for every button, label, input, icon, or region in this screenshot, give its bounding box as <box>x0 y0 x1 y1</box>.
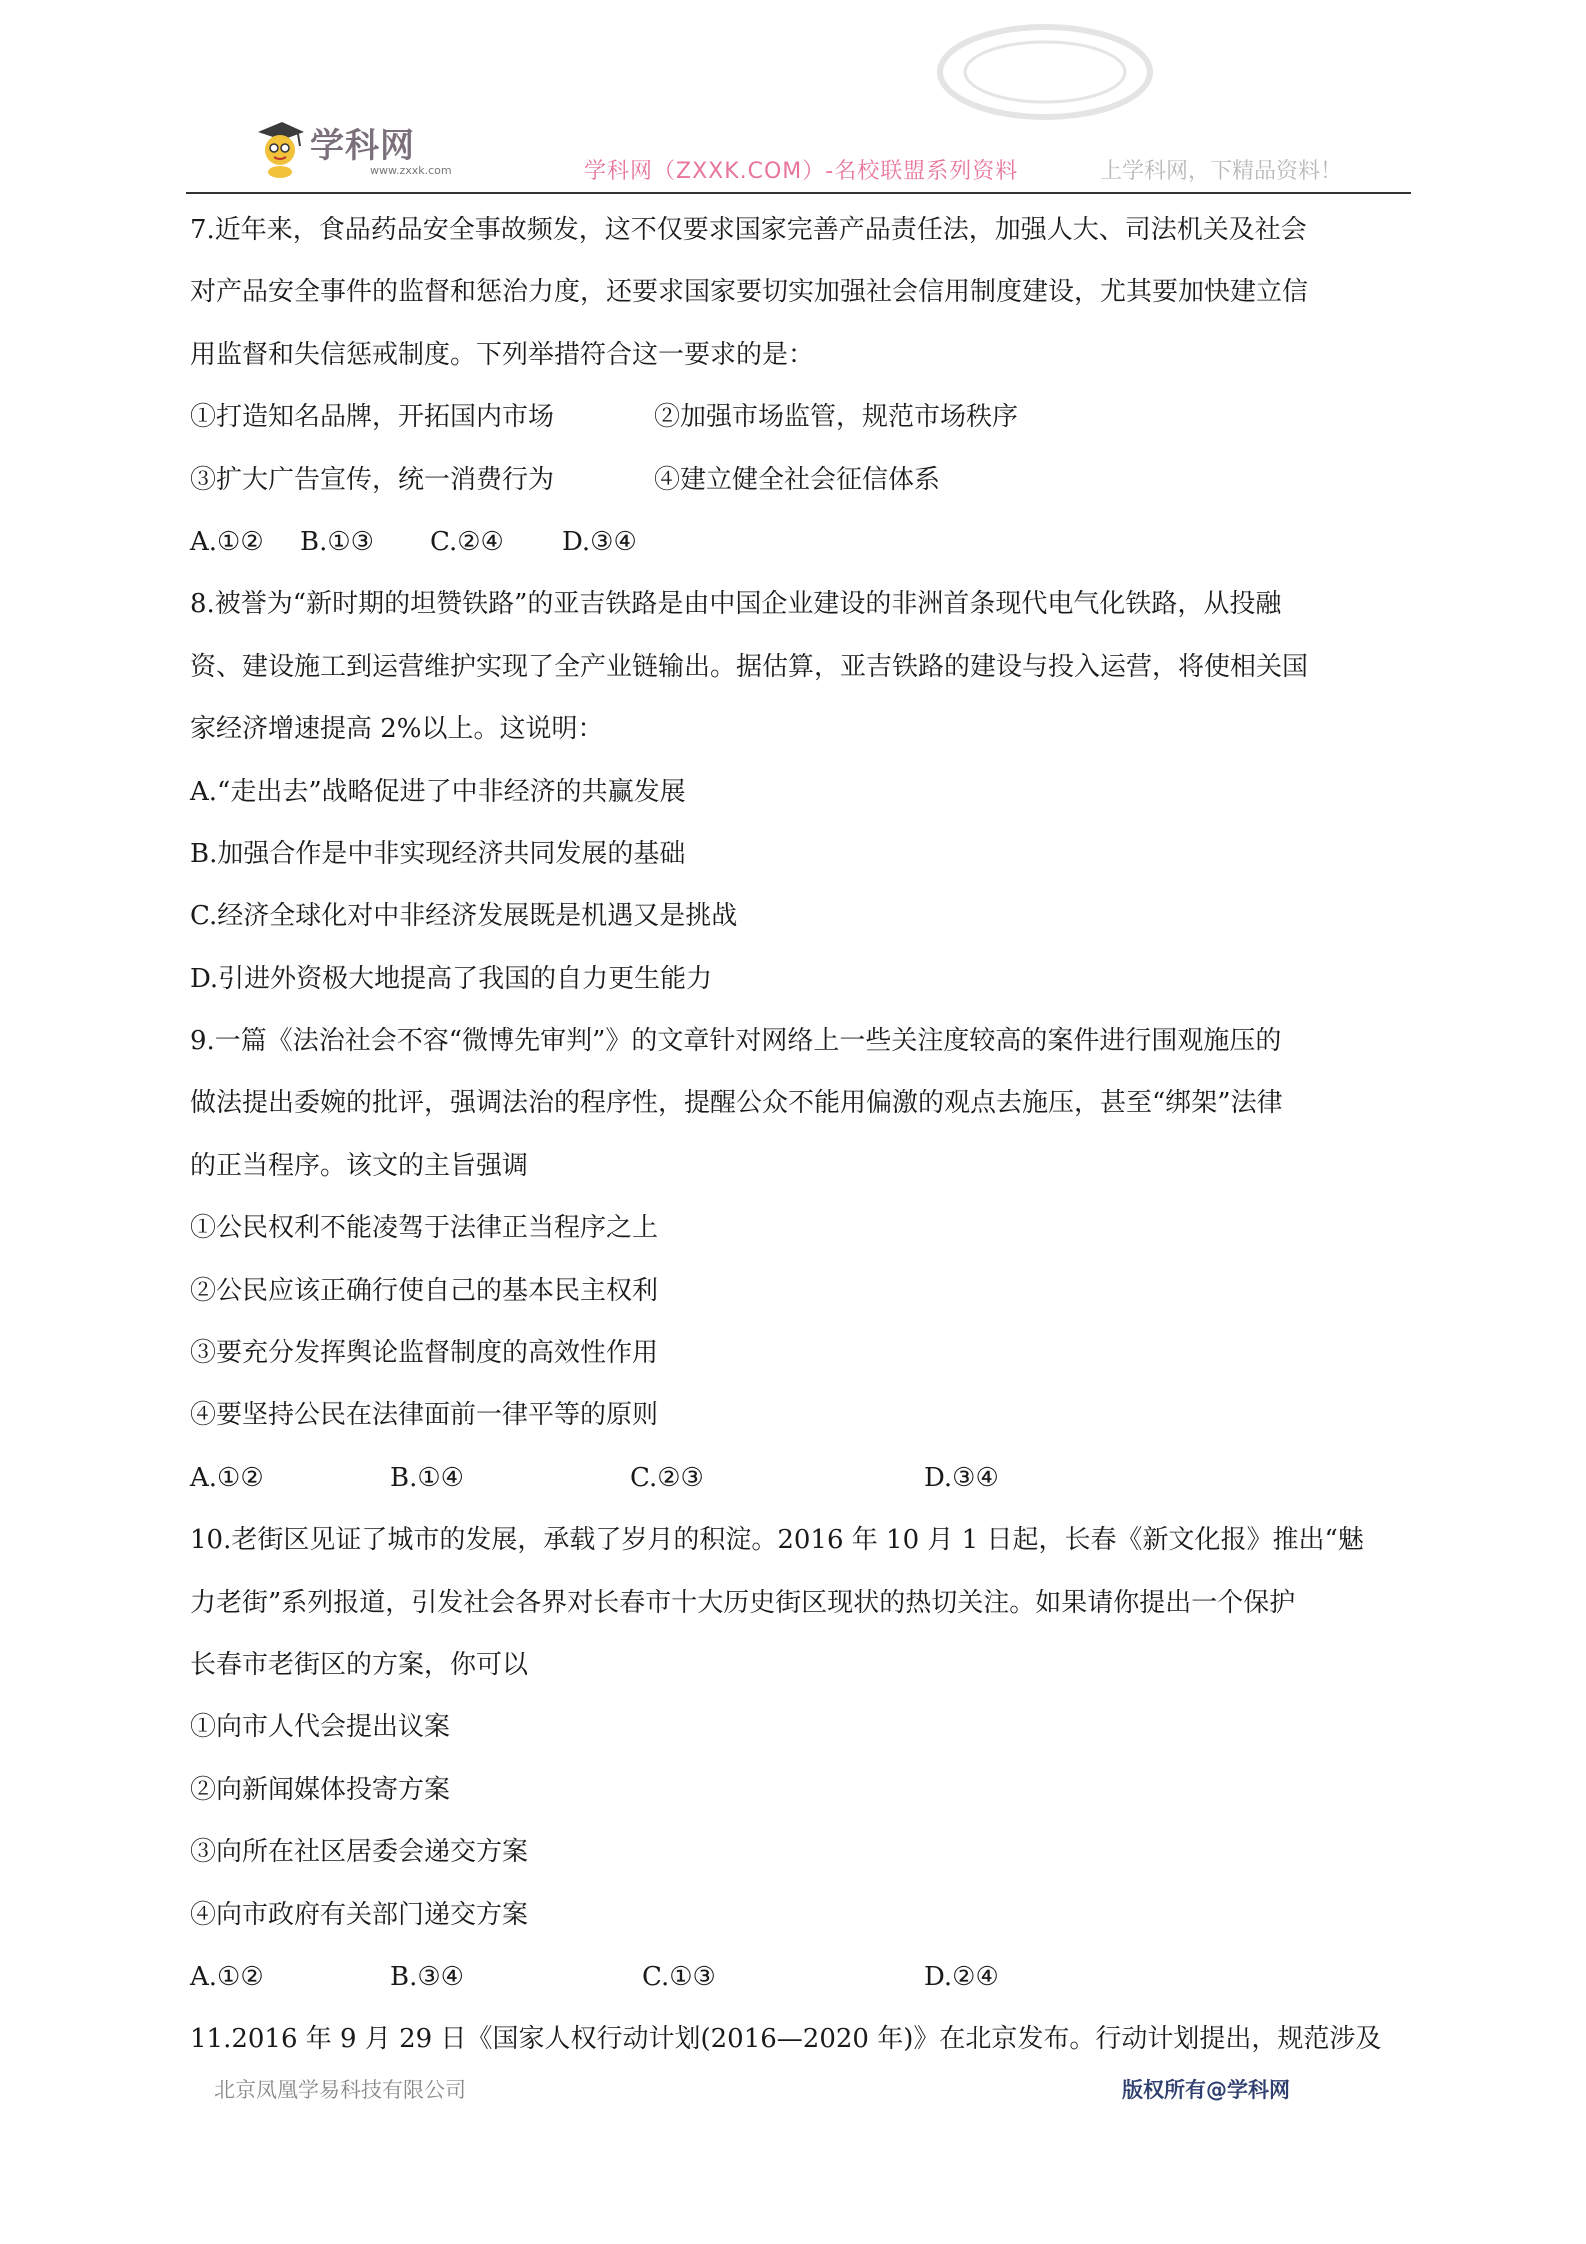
header-title: 学科网（ZXXK.COM）-名校联盟系列资料 <box>584 159 1019 184</box>
q7-statement-4: ④建立健全社会征信体系 <box>654 464 941 495</box>
q9-choice-a: A.①② <box>190 1462 264 1493</box>
q9-stem-line-3: 的正当程序。该文的主旨强调 <box>190 1150 529 1181</box>
logo-url: www.zxxk.com <box>370 164 452 177</box>
q10-stem-line-3: 长春市老街区的方案，你可以 <box>190 1649 529 1680</box>
logo <box>252 110 482 190</box>
q10-statement-2: ②向新闻媒体投寄方案 <box>190 1774 451 1805</box>
q9-statement-3: ③要充分发挥舆论监督制度的高效性作用 <box>190 1338 659 1369</box>
q10-choice-b: B.③④ <box>390 1961 464 1992</box>
q11-stem-line-1: 11.2016 年 9 月 29 日《国家人权行动计划(2016—2020 年)》在北京发布。行动计划提出，规范涉及 <box>190 2024 1382 2055</box>
q10-choice-d: D.②④ <box>924 1961 999 1992</box>
q10-stem-line-2: 力老街”系列报道，引发社会各界对长春市十大历史街区现状的热切关注。如果请你提出一个保护 <box>190 1587 1296 1618</box>
watermark-stamp <box>930 12 1160 122</box>
page-header <box>186 110 1411 194</box>
q10-statement-1: ①向市人代会提出议案 <box>190 1712 451 1743</box>
q8-stem-line-3: 家经济增速提高 2%以上。这说明： <box>190 714 604 745</box>
q7-stem-line-2: 对产品安全事件的监督和惩治力度，还要求国家要切实加强社会信用制度建设，尤其要加快建立信 <box>190 277 1309 308</box>
logo-text: 学科网 <box>310 126 415 166</box>
q10-choices <box>190 1955 1412 2017</box>
q7-statement-3: ③扩大广告宣传，统一消费行为 <box>190 464 555 495</box>
q10-choice-c: C.①③ <box>642 1961 716 1992</box>
q7-choice-b: B.①③ <box>300 526 374 557</box>
q8-choice-d: D.引进外资极大地提高了我国的自力更生能力 <box>190 963 713 994</box>
q8-choice-c: C.经济全球化对中非经济发展既是机遇又是挑战 <box>190 901 738 932</box>
q7-stem-line-3: 用监督和失信惩戒制度。下列举措符合这一要求的是： <box>190 339 815 370</box>
q10-stem-line-1: 10.老街区见证了城市的发展，承载了岁月的积淀。2016 年 10 月 1 日起，长春《新文化报》推出“魅 <box>190 1525 1364 1556</box>
footer-copyright: 版权所有@学科网 <box>1122 2078 1290 2102</box>
q9-statement-1: ①公民权利不能凌驾于法律正当程序之上 <box>190 1213 659 1244</box>
q9-choice-b: B.①④ <box>390 1462 464 1493</box>
q8-stem-line-1: 8.被誉为“新时期的坦赞铁路”的亚吉铁路是由中国企业建设的非洲首条现代电气化铁路，从投融 <box>190 589 1282 620</box>
header-divider <box>186 192 1411 194</box>
q9-statement-4: ④要坚持公民在法律面前一律平等的原则 <box>190 1400 659 1431</box>
q7-stem-line-1: 7.近年来，食品药品安全事故频发，这不仅要求国家完善产品责任法，加强人大、司法机关及社会 <box>190 215 1307 245</box>
q9-stem-line-2: 做法提出委婉的批评，强调法治的程序性，提醒公众不能用偏激的观点去施压，甚至“绑架”法律 <box>190 1088 1283 1119</box>
footer-company: 北京凤凰学易科技有限公司 <box>214 2078 466 2102</box>
q7-statements-row-2 <box>190 458 1412 520</box>
mascot-icon <box>252 118 306 178</box>
q8-choice-a: A.“走出去”战略促进了中非经济的共赢发展 <box>190 776 686 807</box>
document-body <box>190 208 1412 2080</box>
header-slogan: 上学科网，下精品资料！ <box>1100 159 1343 184</box>
q7-choices <box>190 520 1412 582</box>
q10-choice-a: A.①② <box>190 1961 264 1992</box>
q8-choice-b: B.加强合作是中非实现经济共同发展的基础 <box>190 838 686 869</box>
q10-statement-4: ④向市政府有关部门递交方案 <box>190 1899 529 1930</box>
q9-stem-line-1: 9.一篇《法治社会不容“微博先审判”》的文章针对网络上一些关注度较高的案件进行围观施压的 <box>190 1026 1282 1057</box>
q7-statement-2: ②加强市场监管，规范市场秩序 <box>654 402 1019 433</box>
q7-choice-a: A.①② <box>190 526 264 557</box>
q7-statement-1: ①打造知名品牌，开拓国内市场 <box>190 402 555 433</box>
q10-statement-3: ③向所在社区居委会递交方案 <box>190 1837 529 1868</box>
q9-choice-d: D.③④ <box>924 1462 999 1493</box>
q7-statements-row-1 <box>190 395 1412 457</box>
q9-choices <box>190 1456 1412 1518</box>
q7-choice-c: C.②④ <box>430 526 504 557</box>
q8-stem-line-2: 资、建设施工到运营维护实现了全产业链输出。据估算，亚吉铁路的建设与投入运营，将使相关国 <box>190 651 1309 682</box>
q9-statement-2: ②公民应该正确行使自己的基本民主权利 <box>190 1275 659 1306</box>
q7-choice-d: D.③④ <box>562 526 637 557</box>
q9-choice-c: C.②③ <box>630 1462 704 1493</box>
